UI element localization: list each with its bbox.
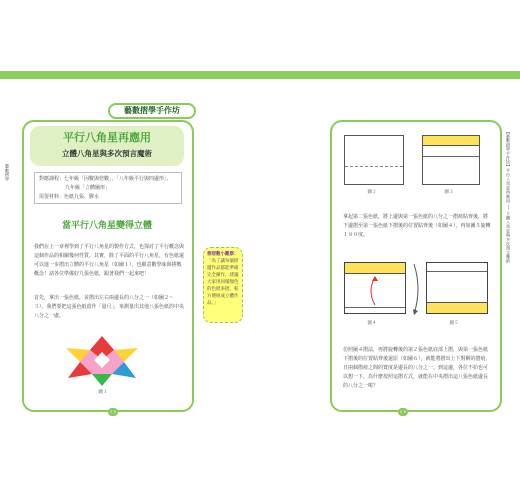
right-side-label: 【藝數摺學手作坊】平行八角星再應用 ── 立體八角星與多次預言魔術: [506, 130, 511, 264]
figure-5-crease: [427, 271, 487, 272]
figure-4-caption: 圖４: [367, 321, 377, 326]
figure-5-bottom-strip: [427, 302, 487, 313]
tip-note-body: 「為了讓每個摺邊作品都能準確完全操作，建議大家用同樣顏色的色紙來摺，較方便組成立體作品。」: [207, 259, 239, 306]
figure-2-caption: 圖２: [367, 190, 377, 195]
top-green-bar: [0, 71, 520, 79]
figure-5-caption: 圖５: [449, 321, 459, 326]
rotate-arrow: [410, 262, 424, 316]
article-title: 平行八角星再應用: [63, 131, 151, 144]
figure-4-top-strip: [345, 263, 405, 274]
column-badge: 藝數摺學手作坊: [108, 103, 196, 119]
paragraph-1: 我們在上一章裡學到了平行八角星的製作方式，也探討了平行概念與這個作品的相關幾何性質。其實，除了平面的平行八角星，有色紙還可以進一步摺出立體的平行八角星（如圖１），也願意數學味與挑戰概念！請各位準備好九張色紙，跟著我們一起來吧！: [34, 244, 185, 277]
info-line-1: 對應課程：七年級「因數與倍數」、「八年級平行與四邊形」、: [39, 176, 172, 182]
info-line-3: 需要材料：色紙九張、膠水: [39, 194, 100, 200]
right-paragraph-1: 拿起第二張色紙，將上邊與第一張色紙的八分之一摺痕貼齊後，將下邊摺至第一張色紙下摺後的位置貼齊後（如圖４），再如圖５旋轉１８０度。: [343, 214, 491, 238]
figure-1-star: [62, 334, 142, 388]
figure-5-diagram: [426, 262, 488, 314]
info-box: [34, 172, 182, 204]
article-header: [30, 126, 184, 166]
tip-note: [203, 247, 243, 323]
right-paragraph-2: 仿照圖４摺法，再將旋轉後的第２張色紙底部上摺，與第一張色紙下摺後的位置貼齊後還原（如圖６），就能將摺出上下對稱的摺痕，且兩個摺痕之間的寬度是邊長的八分之一。到這邊，各位不妨也可以想一下，為什麼按照這摺方式，就能在中央摺出這八張色紙邊長的八分之一呢？: [343, 347, 491, 389]
figure-4-crease: [345, 307, 405, 308]
figure-4-diagram: [344, 262, 406, 314]
left-side-label: 藝數摺學: [5, 164, 10, 182]
figure-3-crease: [423, 156, 479, 157]
figure-3-folded-strip: [423, 136, 479, 146]
article-subtitle: 立體八角星與多次預言魔術: [62, 149, 152, 158]
tip-note-title: 想想數小觀察：: [207, 252, 239, 257]
figure-2-diagram: [344, 135, 404, 185]
page-number-left: １６６: [109, 409, 117, 422]
figure-2-fold-line: [345, 166, 403, 167]
figure-3-caption: 圖３: [444, 190, 454, 195]
figure-1-caption: 圖１: [98, 390, 108, 395]
info-line-2: 九年級「立體圖形」: [65, 185, 111, 191]
paragraph-2: 首先，拿出一張色紙，並摺出左右兩邊長的八分之一（如圖２～３），我們要把這張色紙當作「量尺」，來測量出其他八張色紙的中央八分之一處。: [34, 295, 185, 319]
section-title: 當平行八角星變得立體: [61, 221, 152, 231]
figure-4-arrow: [365, 275, 385, 307]
figure-3-diagram: [422, 135, 480, 185]
page-number-right: １６７: [399, 409, 407, 422]
